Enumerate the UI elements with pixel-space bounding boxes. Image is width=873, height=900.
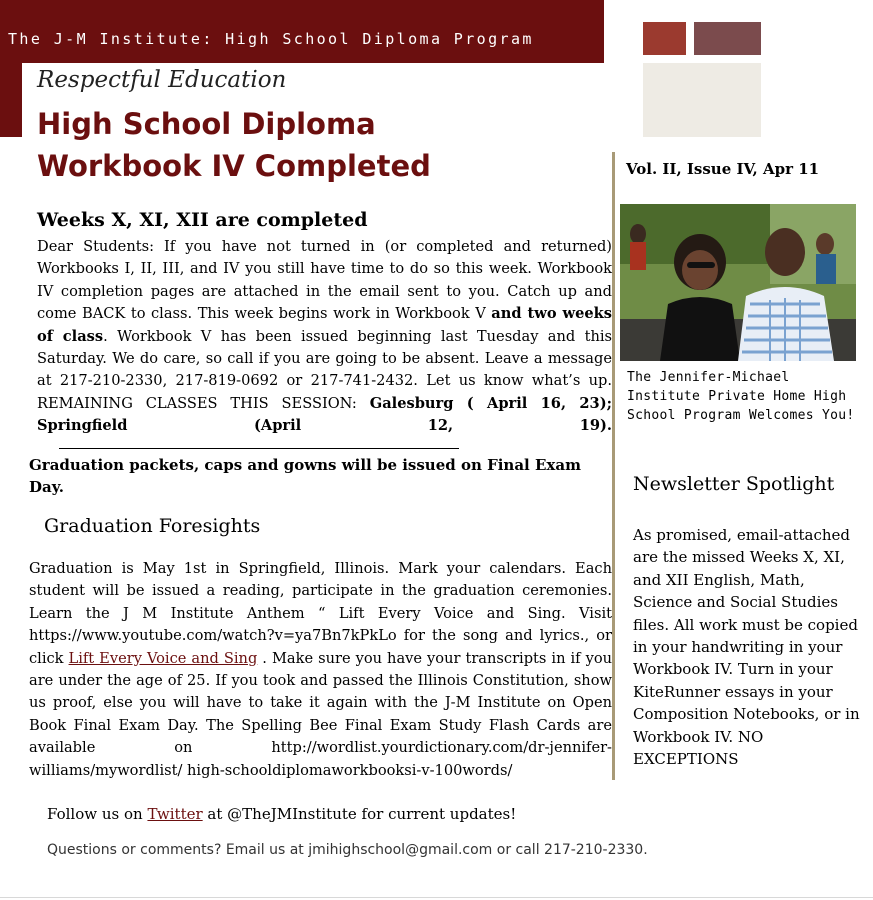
foresights-heading: Graduation Foresights	[44, 515, 261, 537]
bottom-rule	[0, 897, 873, 898]
follow-prefix: Follow us on	[47, 805, 148, 823]
foresights-body	[29, 558, 612, 782]
issue-label: Vol. II, Issue IV, Apr 11	[626, 160, 820, 178]
tagline: Respectful Education	[37, 67, 287, 93]
letter-bold-1: and two weeks of class	[37, 305, 612, 345]
contact-line: Questions or comments? Email us at jmihighschool@gmail.com or call 217-210-2330.	[47, 842, 648, 858]
students-photo-image	[620, 204, 856, 361]
decorative-square-red	[643, 22, 686, 55]
masthead-bar	[0, 0, 604, 63]
weeks-heading: Weeks X, XI, XII are completed	[37, 209, 368, 231]
letter-bold-2: Galesburg ( April 16, 23); Springfield (April 12, 19).	[37, 394, 612, 435]
spotlight-heading: Newsletter Spotlight	[633, 473, 835, 495]
twitter-link[interactable]: Twitter	[147, 805, 203, 823]
decorative-square-mauve	[694, 22, 761, 55]
column-divider	[612, 152, 615, 780]
anthem-link[interactable]: Lift Every Voice and Sing	[68, 649, 258, 667]
program-title: The J-M Institute: High School Diploma Program	[8, 30, 534, 48]
spotlight-body: As promised, email-attached are the missed Weeks X, XI, and XII English, Math, Science and Social Studies files. All work must be copied in your handwriting in your Workbook IV. Turn in your KiteRunner essays in your Composition Notebooks, or in Workbook IV. NO EXCEPTIONS	[633, 526, 860, 769]
letter-text-2: . Workbook V has been issued beginning last Tuesday and this Saturday. We do care, so call if you are going to be absent. Leave a message at 217-210-2330, 217-819-0692 or 217-741-2432. Let us know what’s up. REMAINING CLASSES THIS SESSION:	[37, 327, 613, 412]
page-title	[37, 103, 431, 187]
foresights-text-2: . Make sure you have your transcripts in if you are under the age of 25. If you took and passed the Illinois Constitution, show us proof, else you will have to take it again with the J-M Institute on Open Book Final Exam Day. The Spelling Bee Final Exam Study Flash Cards are available on http://wordlist.yourdictionary.com/dr-jennifer-williams/mywordlist/ high-schooldiplomaworkbooksi-v-100words/	[29, 649, 613, 779]
photo-caption: The Jennifer-Michael Institute Private Home High School Program Welcomes You!	[627, 370, 855, 423]
students-letter	[37, 236, 612, 460]
graduation-note: Graduation packets, caps and gowns will be issued on Final Exam Day.	[29, 456, 581, 497]
follow-line	[47, 805, 516, 823]
foresights-text-1: Graduation is May 1st in Springfield, Illinois. Mark your calendars. Each student will be issued a reading, participate in the graduation ceremonies. Learn the J M Institute Anthem “ Lift Every Voice and Sing. Visit https://www.youtube.com/watch?v=ya7Bn7kPkLo for the song and lyrics., or click	[29, 560, 612, 667]
decorative-square-beige	[643, 63, 761, 137]
masthead-side-stripe	[0, 63, 22, 137]
follow-suffix: at @TheJMInstitute for current updates!	[202, 805, 517, 823]
signature-rule	[59, 448, 459, 449]
headline-line-2: Workbook IV Completed	[37, 149, 431, 183]
headline-line-1: High School Diploma	[37, 107, 376, 141]
students-photo	[620, 204, 856, 361]
letter-text-1: Dear Students: If you have not turned in (or completed and returned) Workbooks I, II, III, and IV you still have time to do so this week. Workbook IV completion pages are attached in the email sent to you. Catch up and come BACK to class. This week begins work in Workbook V	[37, 238, 612, 323]
